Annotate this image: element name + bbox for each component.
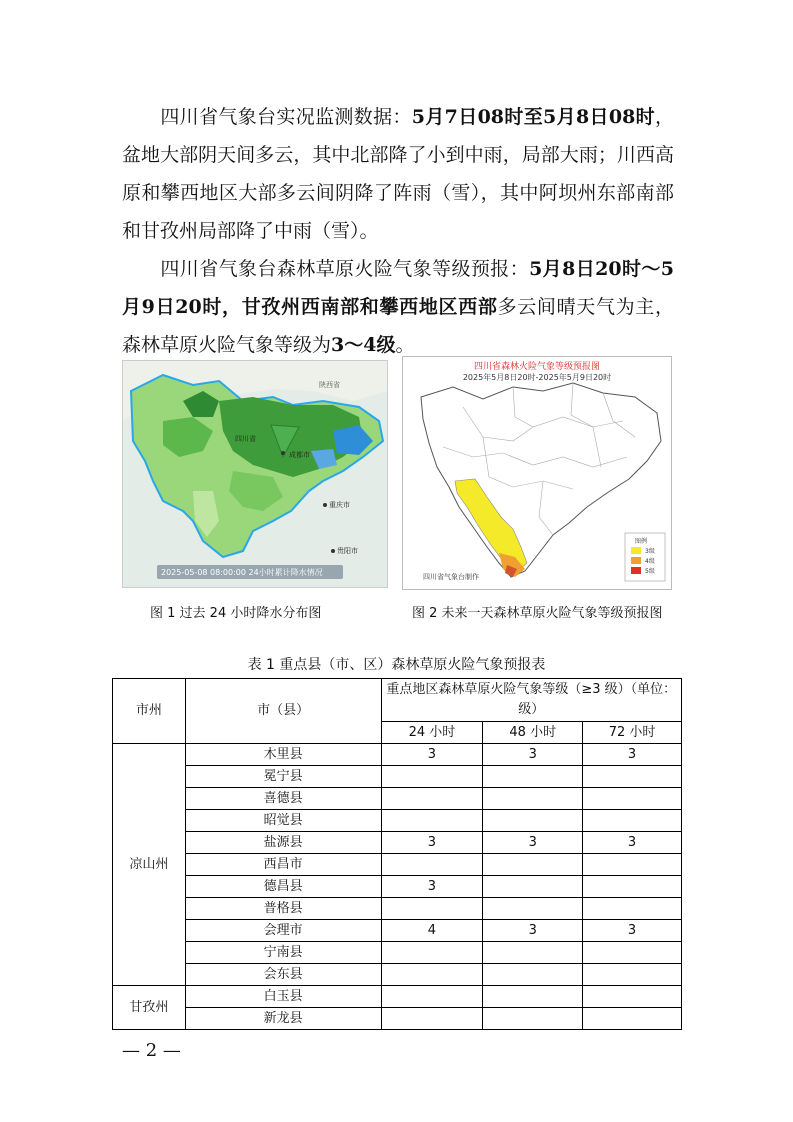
level-cell-h48 (483, 766, 583, 788)
level-cell-h24 (381, 942, 483, 964)
level-cell-h72 (583, 964, 682, 986)
county-cell: 昭觉县 (185, 810, 381, 832)
city-cell: 凉山州 (113, 744, 186, 986)
header-72h: 72 小时 (583, 722, 682, 744)
observation-lead: 四川省气象台实况监测数据： (160, 106, 412, 128)
level-cell-h72 (583, 986, 682, 1008)
table-row (113, 810, 682, 832)
legend-swatch-3 (631, 547, 641, 554)
table-row (113, 876, 682, 898)
county-cell: 新龙县 (185, 1008, 381, 1030)
forecast-lead: 四川省气象台森林草原火险气象等级预报： (160, 258, 530, 280)
precipitation-map-graphic (123, 361, 387, 587)
level-cell-h24 (381, 766, 483, 788)
level-cell-h48 (483, 942, 583, 964)
label-sichuan: 四川省 (235, 435, 256, 443)
level-cell-h72 (583, 1008, 682, 1030)
legend-label-5: 5级 (645, 568, 655, 575)
level-cell-h72 (583, 766, 682, 788)
county-cell: 冕宁县 (185, 766, 381, 788)
level-cell-h24 (381, 854, 483, 876)
table-row (113, 766, 682, 788)
county-cell: 喜德县 (185, 788, 381, 810)
county-cell: 普格县 (185, 898, 381, 920)
level-cell-h48: 3 (483, 832, 583, 854)
fire-map-subtitle: 2025年5月8日20时-2025年5月9日20时 (462, 373, 612, 382)
legend-label-4: 4级 (645, 558, 655, 565)
table-row (113, 964, 682, 986)
level-cell-h48: 3 (483, 744, 583, 766)
table-row (113, 832, 682, 854)
label-guiyang: 贵阳市 (337, 547, 358, 555)
forecast-level: 3～4级 (331, 334, 396, 356)
table-body (113, 744, 682, 1030)
label-shaanxi: 陕西省 (319, 381, 340, 389)
header-level: 重点地区森林草原火险气象等级（≥3 级）（单位：级） (381, 679, 681, 722)
forecast-body: 多云间晴天气为主，森林草原火险气象等级为 (122, 296, 674, 356)
table-row (113, 1008, 682, 1030)
level-cell-h24 (381, 1008, 483, 1030)
level-cell-h24: 3 (381, 876, 483, 898)
page-number: — 2 — (122, 1040, 181, 1061)
level-cell-h72 (583, 942, 682, 964)
level-cell-h24 (381, 788, 483, 810)
county-cell: 宁南县 (185, 942, 381, 964)
level-cell-h72 (583, 898, 682, 920)
map-timestamp: 2025-05-08 08:00:00 24小时累计降水情况 (161, 568, 323, 577)
legend-swatch-4 (631, 557, 641, 564)
legend-title: 图例 (635, 538, 648, 545)
level-cell-h72 (583, 876, 682, 898)
level-cell-h24 (381, 810, 483, 832)
level-cell-h48 (483, 788, 583, 810)
level-cell-h48 (483, 854, 583, 876)
county-cell: 会东县 (185, 964, 381, 986)
fire-map-legend (625, 533, 665, 581)
fire-map-title: 四川省森林火险气象等级预报图 (473, 362, 601, 372)
level-cell-h48 (483, 810, 583, 832)
level-cell-h48 (483, 964, 583, 986)
level-cell-h48 (483, 1008, 583, 1030)
level-cell-h24 (381, 898, 483, 920)
level-cell-h72: 3 (583, 832, 682, 854)
level-cell-h48 (483, 898, 583, 920)
figure1-caption: 图 1 过去 24 小时降水分布图 (150, 606, 322, 621)
fire-risk-map-graphic (403, 357, 671, 589)
table-row (113, 920, 682, 942)
level-cell-h24: 4 (381, 920, 483, 942)
level-cell-h48 (483, 876, 583, 898)
header-city: 市州 (113, 679, 186, 744)
table-row (113, 898, 682, 920)
fire-risk-map (402, 356, 672, 590)
county-cell: 德昌县 (185, 876, 381, 898)
table-caption: 表 1 重点县（市、区）森林草原火险气象预报表 (247, 657, 546, 673)
level-cell-h24 (381, 986, 483, 1008)
label-chengdu: 成都市 (289, 451, 310, 459)
city-cell: 甘孜州 (113, 986, 186, 1030)
header-county: 市（县） (185, 679, 381, 744)
county-cell: 西昌市 (185, 854, 381, 876)
level-cell-h72 (583, 788, 682, 810)
forecast-end: 。 (395, 334, 415, 356)
level-cell-h72 (583, 810, 682, 832)
level-cell-h72: 3 (583, 744, 682, 766)
level-cell-h48 (483, 986, 583, 1008)
legend-label-3: 3级 (645, 548, 655, 555)
paragraph-forecast (122, 250, 674, 364)
level-cell-h24 (381, 964, 483, 986)
level-cell-h48: 3 (483, 920, 583, 942)
level-cell-h24: 3 (381, 744, 483, 766)
level-cell-h72 (583, 854, 682, 876)
figure2-caption: 图 2 未来一天森林草原火险气象等级预报图 (412, 606, 663, 621)
forecast-period-area: 5月8日20时～5月9日20时，甘孜州西南部和攀西地区西部 (122, 258, 674, 318)
table-row (113, 986, 682, 1008)
table-row (113, 788, 682, 810)
level-cell-h24: 3 (381, 832, 483, 854)
header-48h: 48 小时 (483, 722, 583, 744)
legend-swatch-5 (631, 567, 641, 574)
observation-period: 5月7日08时至5月8日08时 (411, 106, 655, 128)
county-cell: 木里县 (185, 744, 381, 766)
fire-map-credit: 四川省气象台制作 (423, 573, 479, 581)
table-row (113, 942, 682, 964)
table-row (113, 854, 682, 876)
county-cell: 白玉县 (185, 986, 381, 1008)
fire-risk-table (112, 678, 682, 1030)
precipitation-map (122, 360, 388, 588)
header-24h: 24 小时 (381, 722, 483, 744)
county-cell: 会理市 (185, 920, 381, 942)
label-chongqing: 重庆市 (329, 501, 350, 509)
table-row (113, 744, 682, 766)
level-cell-h72: 3 (583, 920, 682, 942)
county-cell: 盐源县 (185, 832, 381, 854)
observation-body: ，盆地大部阴天间多云，其中北部降了小到中雨，局部大雨；川西高原和攀西地区大部多云间阴降了阵雨（雪），其中阿坝州东部南部和甘孜州局部降了中雨（雪）。 (122, 106, 674, 242)
paragraph-observation (122, 98, 674, 250)
